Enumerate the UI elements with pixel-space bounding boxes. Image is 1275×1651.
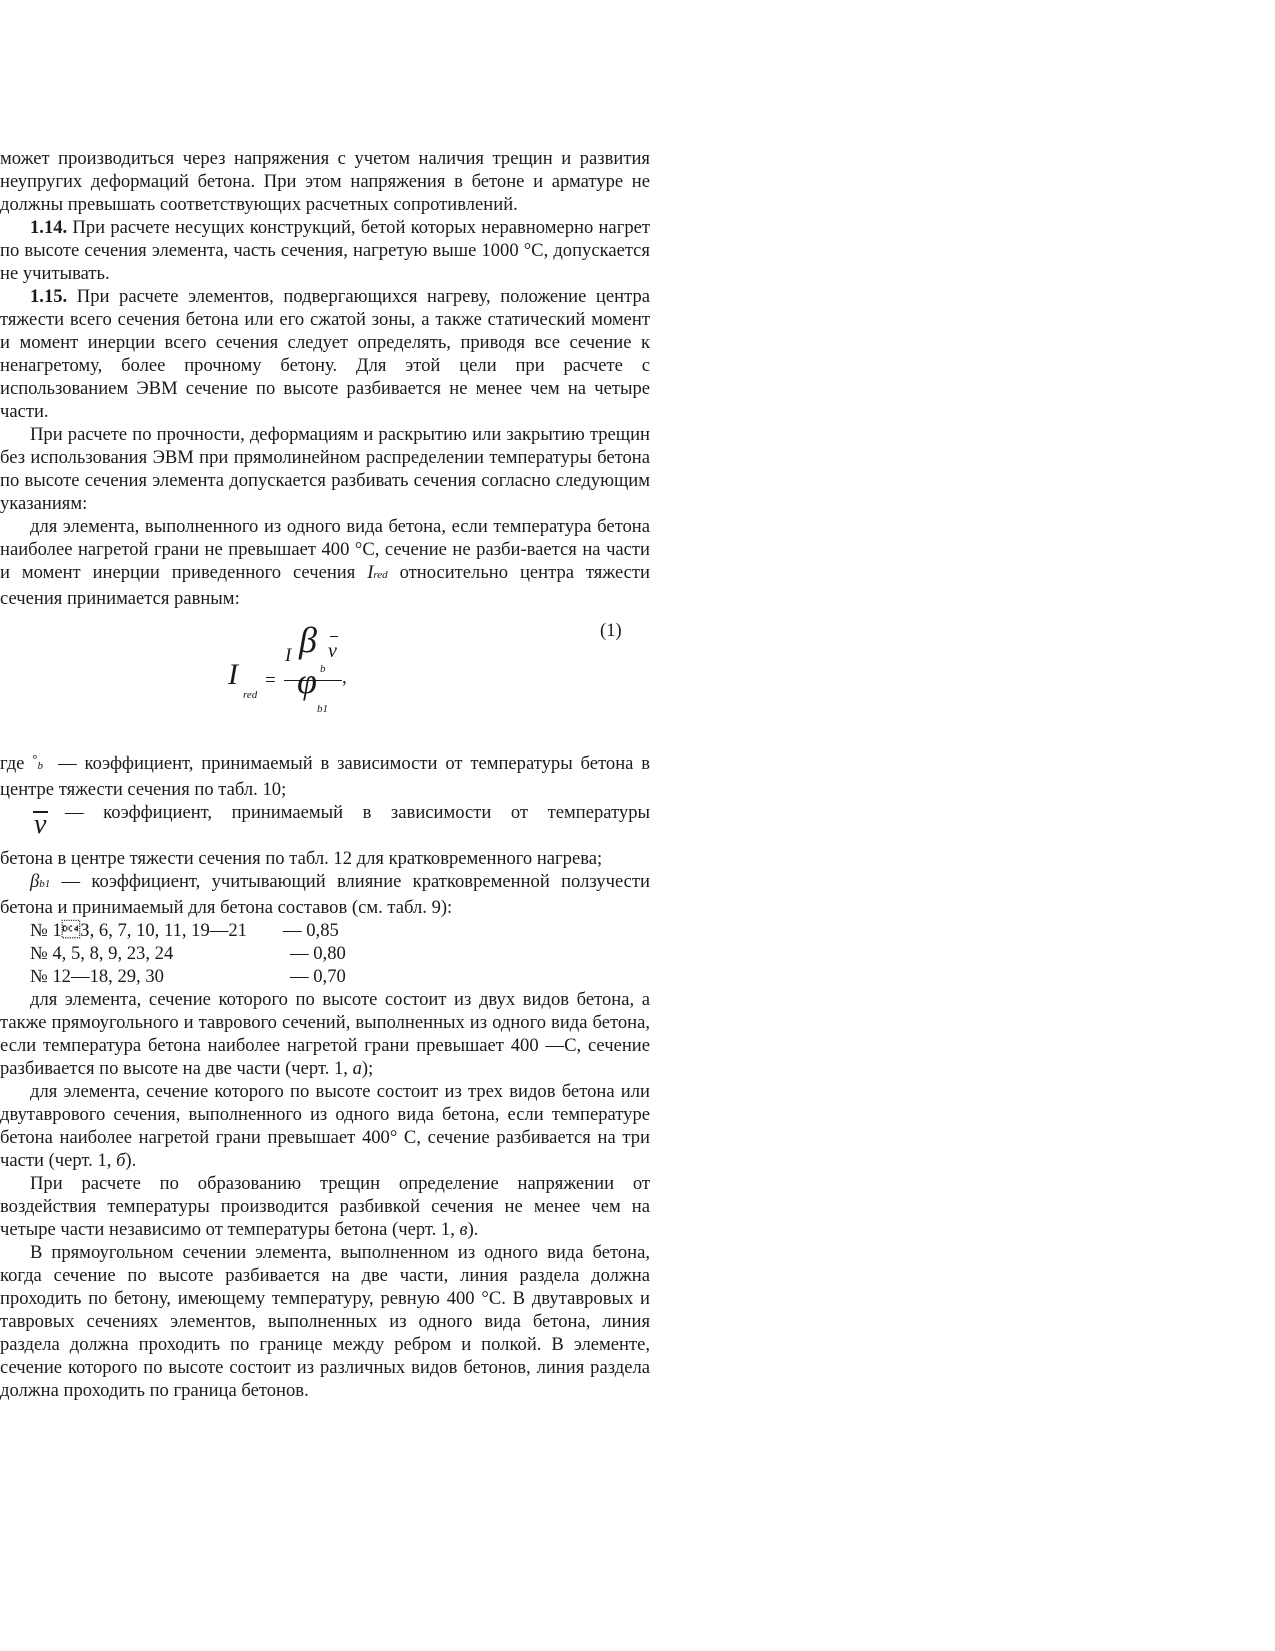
symbol-beta-b (32, 752, 50, 778)
paragraph-1-15 (0, 285, 650, 423)
figure-ref-a: а (352, 1058, 362, 1079)
list-item (0, 965, 650, 988)
list-item (0, 942, 650, 965)
document-page (0, 147, 650, 1402)
list-item-compositions: № 4, 5, 8, 9, 23, 24 (30, 943, 174, 964)
figure-ref-b: б (116, 1150, 126, 1171)
nu-definition-cont-text: бетона в центре тяжести сечения по табл. 12 для кратковременного нагрева; (0, 848, 603, 869)
clause-number-1-15: 1.15. (30, 286, 68, 307)
formula-beta-subscript: b (320, 663, 326, 675)
beta-b1-text: — коэффициент, учитывающий влияние кратковременной ползучести бетона и принимаемый для бетона составов (см. табл. 9): (0, 871, 650, 918)
paragraph-cracks (0, 1172, 650, 1241)
paragraph-where-beta-b (0, 752, 650, 801)
paragraph-calc-strength (0, 423, 650, 515)
clause-number-1-14: 1.14. (30, 217, 68, 238)
paragraph-1 (0, 147, 650, 216)
formula-equals: = (265, 670, 276, 691)
paragraph-rect-section (0, 1241, 650, 1402)
paragraph-single-concrete-end: относительно центра тяжести сечения принимается равным: (0, 562, 650, 609)
paragraph-two-parts (0, 988, 650, 1080)
paragraph-two-parts-text: для элемента, сечение которого по высоте состоит из двух видов бетона, а также прямоугольного и таврового сечений, выполненных из одного вида бетона, если температура бетона наиболее нагретой грани превышает 400 —С, сечение разбивается по высоте на две части (черт. 1, (0, 989, 650, 1079)
paragraph-two-parts-end: ); (361, 1058, 374, 1079)
paragraph-rect-section-text: В прямоугольном сечении элемента, выполненном из одного вида бетона, когда сечение по высоте разбивается на две части, линия раздела должна проходить по бетону, имеющему температуру, ревную 400 °С. В двутавровых и тавровых сечениях элементов, выполненных из одного вида бетона, линия раздела должна проходить по границе между ребром и полкой. В элементе, сечение которого по высоте состоит из различных видов бетонов, линия раздела должна проходить по граница бетонов. (0, 1242, 650, 1401)
list-item-value: — 0,80 (290, 943, 346, 964)
list-item-compositions: № 1З, 6, 7, 10, 11, 19—21 (30, 920, 247, 941)
paragraph-1-14 (0, 216, 650, 285)
formula-red-subscript: red (243, 689, 258, 701)
paragraph-calc-strength-text: При расчете по прочности, деформациям и раскрытию или закрытию трещин без использования ЭВМ при прямолинейном распределении температуры бетона по высоте сечения элемента допускается разбивать сечения согласно следующим указаниям: (0, 424, 650, 514)
list-item-value: — 0,70 (290, 966, 346, 987)
formula-numerator-I: I (285, 645, 292, 666)
symbol-b-subscript: b (37, 760, 43, 772)
paragraph-single-concrete-text: для элемента, выполненного из одного вида бетона, если температура бетона наиболее нагретой грани не превышает 400 °С, сечение не разби-вается на части и момент инерции приведенного сечения (0, 516, 650, 583)
list-item-value: — 0,85 (283, 920, 339, 941)
where-prefix: где (0, 753, 33, 774)
symbol-degree: ° (32, 751, 38, 766)
formula-nu: v (328, 640, 337, 662)
nu-definition-text: — коэффициент, принимаемый в зависимости от температуры (65, 802, 650, 823)
list-item (0, 919, 650, 942)
symbol-I: I (367, 562, 374, 583)
symbol-red-subscript: red (373, 569, 388, 581)
formula-phi-subscript: b1 (317, 703, 328, 715)
paragraph-cracks-end: ). (467, 1219, 479, 1240)
formula-phi: φ (297, 661, 317, 701)
figure-ref-v: в (459, 1219, 468, 1240)
nu-definition-row (0, 801, 650, 847)
formula-nu-bar (330, 636, 338, 637)
paragraph-three-parts-end: ). (125, 1150, 137, 1171)
paragraph-single-concrete (0, 515, 650, 610)
list-item-compositions: № 12—18, 29, 30 (30, 966, 164, 987)
paragraph-1-15-text: При расчете элементов, подвергающихся нагреву, положение центра тяжести всего сечения бетона или его сжатой зоны, а также статический момент и момент инерции всего сечения следует определять, приводя все сечение к ненагретому, более прочному бетону. Для этой цели при расчете с использованием ЭВМ сечение по высоте разбивается не менее чем на четыре части. (0, 286, 650, 422)
paragraph-cracks-text: При расчете по образованию трещин определение напряжении от воздействия температуры производится разбивкой сечения не менее чем на четыре части независимо от температуры бетона (черт. 1, (0, 1173, 650, 1240)
formula-beta: β (299, 620, 317, 660)
formula-I: I (228, 658, 238, 691)
symbol-b1-subscript: b1 (39, 878, 51, 890)
paragraph-1-text: может производиться через напряжения с учетом наличия трещин и развития неупругих деформаций бетона. При этом напряжения в бетоне и арматуре не должны превышать соответствующих расчетных сопротивлений. (0, 148, 650, 215)
paragraph-three-parts-text: для элемента, сечение которого по высоте состоит из трех видов бетона или двутаврового сечения, выполненного из одного вида бетона, если температуре бетона наиболее нагретой грани превышает 400° С, сечение разбивается на три части (черт. 1, (0, 1081, 650, 1171)
paragraph-beta-b1 (0, 870, 650, 919)
nu-symbol: ν (34, 809, 47, 840)
paragraph-1-14-text: При расчете несущих конструкций, бетой которых неравномерно нагрет по высоте сечения элемента, часть сечения, нагретую выше 1000 °С, допускается не учитывать. (0, 217, 650, 284)
paragraph-three-parts (0, 1080, 650, 1172)
symbol-beta: β (30, 871, 40, 892)
formula-1 (0, 610, 650, 752)
where-text: — коэффициент, принимаемый в зависимости от температуры бетона в центре тяжести сечения по табл. 10; (0, 753, 651, 800)
equation-number: (1) (600, 620, 622, 641)
formula-comma: , (342, 667, 347, 688)
nu-definition-continuation (0, 847, 650, 870)
